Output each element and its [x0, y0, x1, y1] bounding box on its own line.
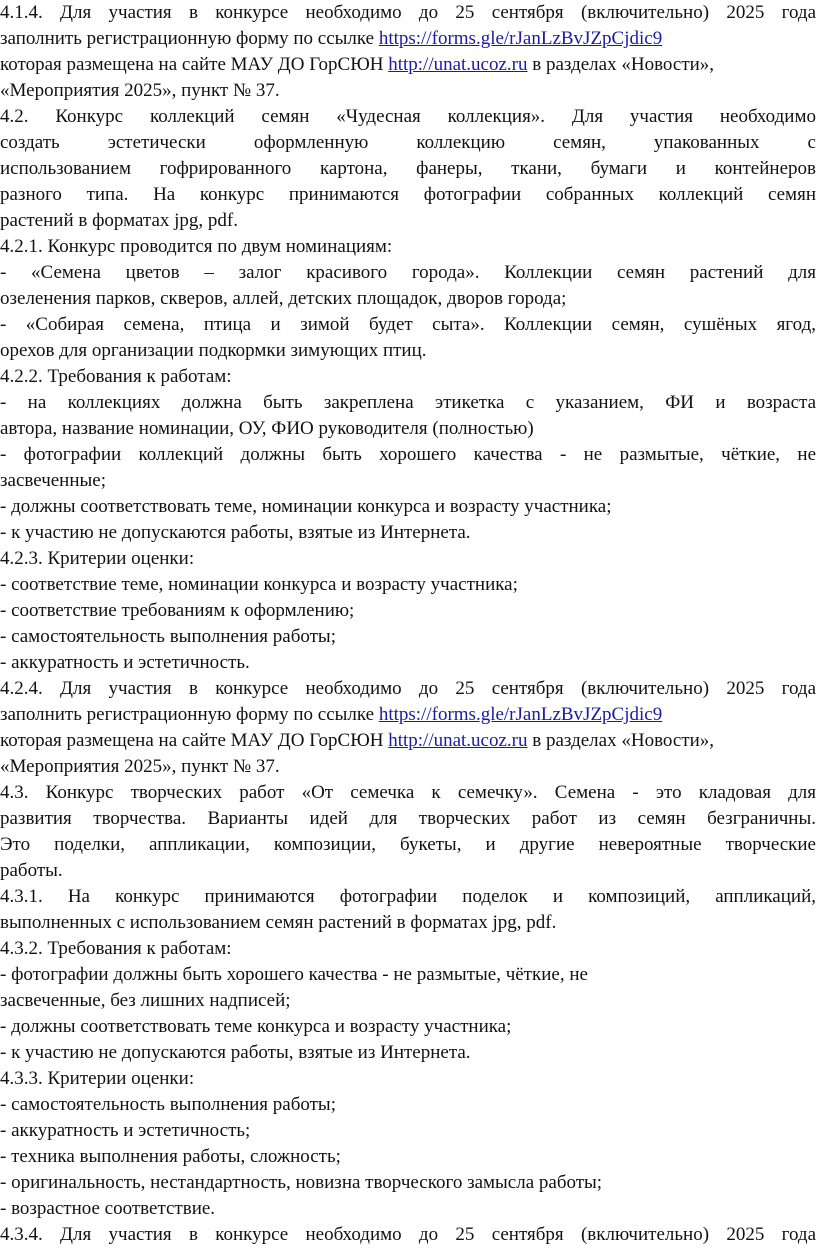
hyperlink[interactable]: https://forms.gle/rJanLzBvJZpCjdic9	[378, 704, 663, 725]
text-line: 4.2.2. Требования к работам:	[0, 366, 232, 387]
text-line: 4.2.1. Конкурс проводится по двум номинациям:	[0, 236, 393, 257]
text-line	[0, 52, 816, 78]
hyperlink[interactable]: https://forms.gle/rJanLzBvJZpCjdic9	[378, 28, 663, 49]
line-text: заполнить регистрационную форму по ссылке	[0, 704, 379, 725]
text-line: орехов для организации подкормки зимующих птиц.	[0, 340, 427, 361]
text-line: растений в форматах jpg, pdf.	[0, 210, 239, 231]
text-line	[0, 702, 816, 728]
text-line: озеленения парков, скверов, аллей, детских площадок, дворов города;	[0, 288, 567, 309]
text-line: 4.1.4. Для участия в конкурсе необходимо до 25 сентября (включительно) 2025 года	[0, 2, 816, 23]
text-line: 4.3.1. На конкурс принимаются фотографии поделок и композиций, аппликаций,	[0, 886, 816, 907]
hyperlink[interactable]: http://unat.ucoz.ru	[388, 730, 528, 751]
text-line: - самостоятельность выполнения работы;	[0, 1094, 336, 1115]
line-text: в разделах «Новости»,	[527, 54, 715, 75]
text-line: разного типа. На конкурс принимаются фотографии собранных коллекций семян	[0, 184, 816, 205]
text-line: 4.2.4. Для участия в конкурсе необходимо до 25 сентября (включительно) 2025 года	[0, 678, 816, 699]
text-line: 4.3.2. Требования к работам:	[0, 938, 232, 959]
text-line: 4.2.3. Критерии оценки:	[0, 548, 195, 569]
text-line: 4.3.4. Для участия в конкурсе необходимо до 25 сентября (включительно) 2025 года	[0, 1224, 816, 1245]
line-text: в разделах «Новости»,	[527, 730, 715, 751]
text-line: - на коллекциях должна быть закреплена этикетка с указанием, ФИ и возраста	[0, 392, 816, 413]
text-line: - соответствие требованиям к оформлению;	[0, 600, 355, 621]
text-line: - должны соответствовать теме конкурса и возрасту участника;	[0, 1016, 512, 1037]
text-line: развития творчества. Варианты идей для творческих работ из семян безграничны.	[0, 808, 816, 829]
text-line: 4.3.3. Критерии оценки:	[0, 1068, 195, 1089]
text-line: засвеченные;	[0, 470, 106, 491]
text-line: 4.3. Конкурс творческих работ «От семечка к семечку». Семена - это кладовая для	[0, 782, 816, 803]
text-line: «Мероприятия 2025», пункт № 37.	[0, 80, 280, 101]
text-line: использованием гофрированного картона, фанеры, ткани, бумаги и контейнеров	[0, 158, 816, 179]
text-line: - аккуратность и эстетичность;	[0, 1120, 251, 1141]
line-text: заполнить регистрационную форму по ссылке	[0, 28, 379, 49]
text-line: - фотографии коллекций должны быть хорошего качества - не размытые, чёткие, не	[0, 444, 816, 465]
text-line: - оригинальность, нестандартность, новизна творческого замысла работы;	[0, 1172, 603, 1193]
hyperlink[interactable]: http://unat.ucoz.ru	[388, 54, 528, 75]
line-text: которая размещена на сайте МАУ ДО ГорСЮН	[0, 54, 389, 75]
text-line: - к участию не допускаются работы, взятые из Интернета.	[0, 1042, 471, 1063]
text-line: - должны соответствовать теме, номинации конкурса и возрасту участника;	[0, 496, 612, 517]
text-line: - «Собирая семена, птица и зимой будет сыта». Коллекции семян, сушёных ягод,	[0, 314, 816, 335]
text-line: - «Семена цветов – залог красивого города». Коллекции семян растений для	[0, 262, 816, 283]
text-line: - аккуратность и эстетичность.	[0, 652, 250, 673]
text-line: работы.	[0, 860, 63, 881]
text-line: выполненных с использованием семян растений в форматах jpg, pdf.	[0, 912, 557, 933]
text-line: - возрастное соответствие.	[0, 1198, 216, 1219]
text-line: - самостоятельность выполнения работы;	[0, 626, 336, 647]
text-line: - к участию не допускаются работы, взятые из Интернета.	[0, 522, 471, 543]
text-line: «Мероприятия 2025», пункт № 37.	[0, 756, 280, 777]
text-line: создать эстетически оформленную коллекцию семян, упакованных с	[0, 132, 816, 153]
text-line: 4.2. Конкурс коллекций семян «Чудесная коллекция». Для участия необходимо	[0, 106, 816, 127]
text-line	[0, 26, 816, 52]
line-text: которая размещена на сайте МАУ ДО ГорСЮН	[0, 730, 389, 751]
text-line: засвеченные, без лишних надписей;	[0, 990, 291, 1011]
text-line: автора, название номинации, ОУ, ФИО руководителя (полностью)	[0, 418, 534, 439]
text-line: - фотографии должны быть хорошего качества - не размытые, чёткие, не	[0, 964, 588, 985]
text-line	[0, 728, 816, 754]
text-line: Это поделки, аппликации, композиции, букеты, и другие невероятные творческие	[0, 834, 816, 855]
text-line: - соответствие теме, номинации конкурса и возрасту участника;	[0, 574, 518, 595]
text-line: - техника выполнения работы, сложность;	[0, 1146, 341, 1167]
